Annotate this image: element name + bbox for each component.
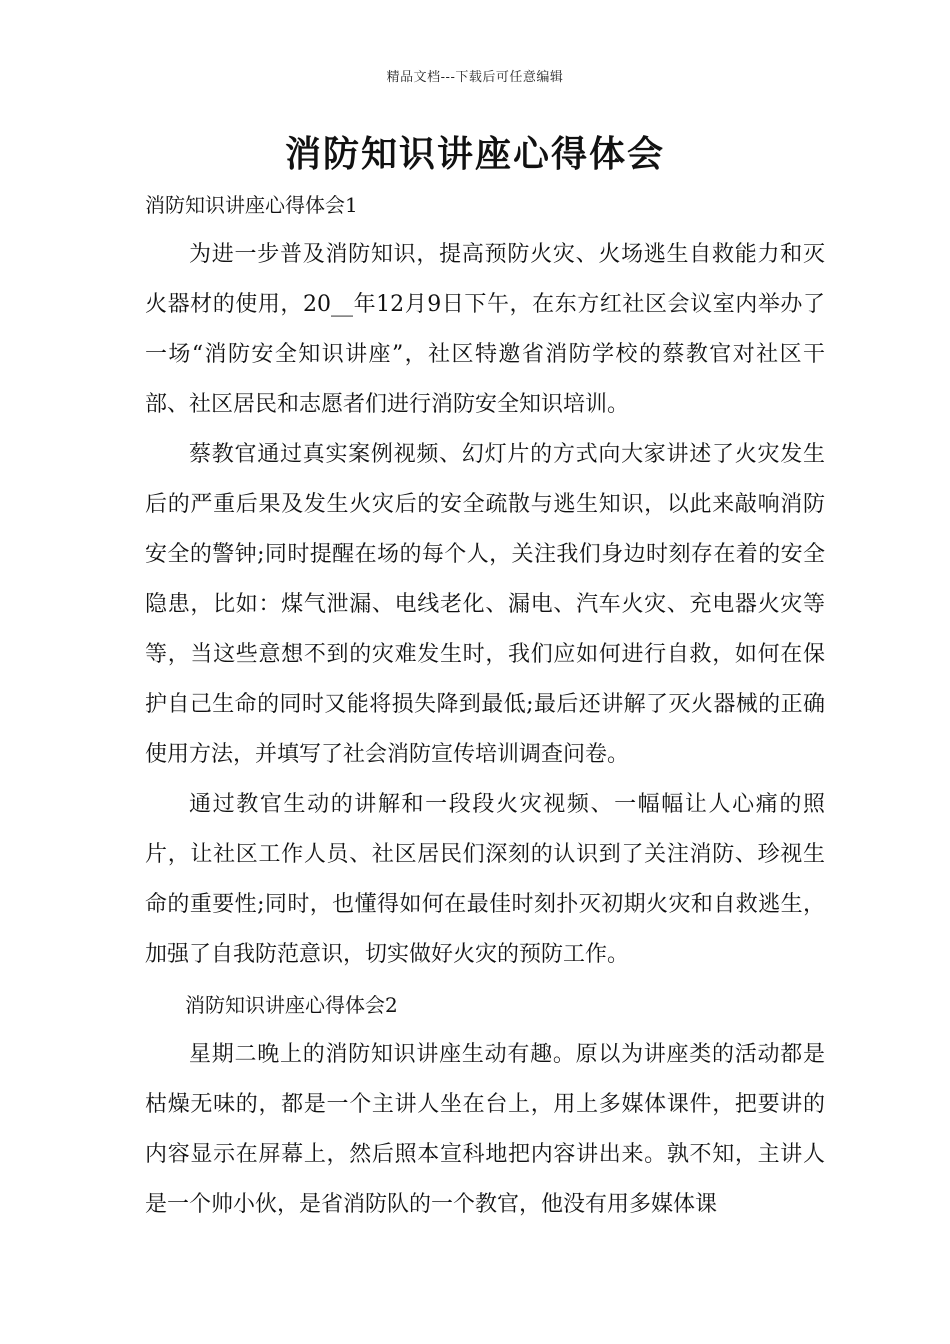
paragraph-1: 为进一步普及消防知识，提高预防火灾、火场逃生自救能力和灭火器材的使用，20__年12月9日下午，在东方红社区会议室内举办了一场“消防安全知识讲座”，社区特邀省消防学校的蔡教官对社区干部、社区居民和志愿者们进行消防安全知识培训。: [145, 242, 825, 417]
document-title: 消防知识讲座心得体会: [284, 133, 665, 175]
section-1-title: 消防知识讲座心得体会1: [145, 193, 358, 217]
section-2-title: 消防知识讲座心得体会2: [185, 993, 398, 1017]
document-body: [145, 180, 825, 1230]
paragraph-3: 通过教官生动的讲解和一段段火灾视频、一幅幅让人心痛的照片，让社区工作人员、社区居民们深刻的认识到了关注消防、珍视生命的重要性;同时，也懂得如何在最佳时刻扑灭初期火灾和自救逃生，加强了自我防范意识，切实做好火灾的预防工作。: [145, 792, 825, 967]
paragraph-2: 蔡教官通过真实案例视频、幻灯片的方式向大家讲述了火灾发生后的严重后果及发生火灾后的安全疏散与逃生知识，以此来敲响消防安全的警钟;同时提醒在场的每个人，关注我们身边时刻存在着的安全隐患，比如：煤气泄漏、电线老化、漏电、汽车火灾、充电器火灾等等，当这些意想不到的灾难发生时，我们应如何进行自救，如何在保护自己生命的同时又能将损失降到最低;最后还讲解了灭火器械的正确使用方法，并填写了社会消防宣传培训调查问卷。: [145, 442, 825, 767]
page-header: 精品文档---下载后可任意编辑: [386, 70, 564, 85]
paragraph-4: 星期二晚上的消防知识讲座生动有趣。原以为讲座类的活动都是枯燥无味的，都是一个主讲人坐在台上，用上多媒体课件，把要讲的内容显示在屏幕上，然后照本宣科地把内容讲出来。孰不知，主讲人是一个帅小伙，是省消防队的一个教官，他没有用多媒体课: [145, 1042, 825, 1217]
